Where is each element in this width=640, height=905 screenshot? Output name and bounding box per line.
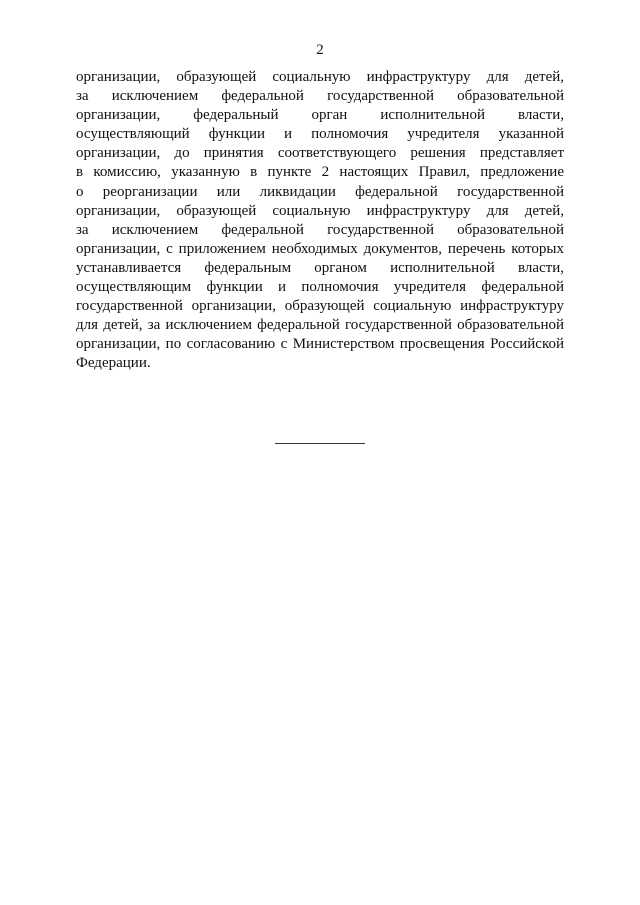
- page-number: 2: [316, 42, 324, 58]
- end-divider-line: [275, 443, 365, 444]
- paragraph-line: организации, до принятия соответствующего решения представляет: [76, 145, 564, 162]
- paragraph-line: о реорганизации или ликвидации федеральной государственной: [76, 183, 564, 200]
- paragraph-line: за исключением федеральной государственной образовательной: [76, 88, 564, 105]
- paragraph-line: государственной организации, образующей социальную инфраструктуру: [76, 298, 564, 315]
- body-paragraph: [76, 68, 564, 374]
- paragraph-line: организации, с приложением необходимых документов, перечень которых: [76, 240, 564, 257]
- paragraph-line: организации, федеральный орган исполнительной власти,: [76, 107, 564, 124]
- paragraph-line: организации, по согласованию с Министерством просвещения Российской: [76, 336, 564, 353]
- paragraph-line: для детей, за исключением федеральной государственной образовательной: [76, 317, 564, 334]
- paragraph-line: Федерации.: [76, 355, 151, 372]
- paragraph-line: организации, образующей социальную инфраструктуру для детей,: [76, 69, 564, 85]
- paragraph-line: осуществляющий функции и полномочия учредителя указанной: [76, 126, 564, 143]
- paragraph-line: за исключением федеральной государственной образовательной: [76, 221, 564, 238]
- paragraph-line: в комиссию, указанную в пункте 2 настоящих Правил, предложение: [76, 164, 564, 181]
- paragraph-line: организации, образующей социальную инфраструктуру для детей,: [76, 202, 564, 219]
- paragraph-line: осуществляющим функции и полномочия учредителя федеральной: [76, 279, 564, 296]
- paragraph-line: устанавливается федеральным органом исполнительной власти,: [76, 259, 564, 276]
